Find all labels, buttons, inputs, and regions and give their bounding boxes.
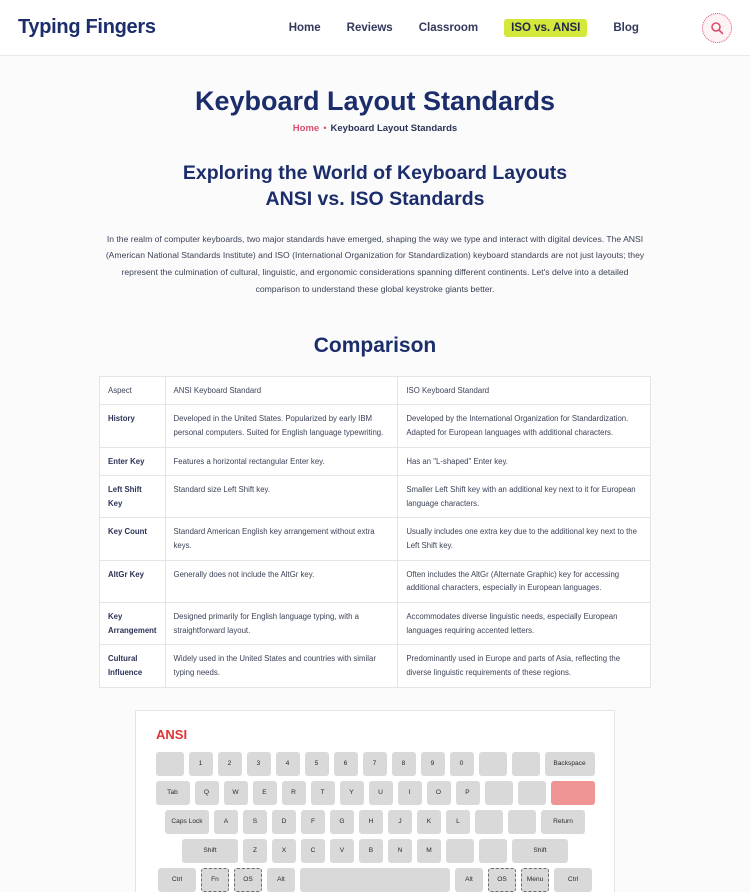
row-ansi: Features a horizontal rectangular Enter key. — [165, 447, 398, 476]
site-brand[interactable]: Typing Fingers — [18, 16, 156, 38]
nav-item-home[interactable]: Home — [288, 21, 321, 34]
key-0[interactable]: 0 — [450, 752, 474, 776]
key-2[interactable]: 2 — [218, 752, 242, 776]
table-row — [100, 405, 651, 447]
key-k[interactable]: K — [417, 810, 441, 834]
table-row — [100, 645, 651, 687]
keyboard-row — [156, 781, 595, 805]
key-u[interactable]: U — [369, 781, 393, 805]
row-iso: Smaller Left Shift key with an additional key next to it for European language characters. — [398, 476, 651, 518]
row-aspect: Enter Key — [100, 447, 166, 476]
key-h[interactable]: H — [359, 810, 383, 834]
key-menu[interactable]: Menu — [521, 868, 549, 892]
table-row — [100, 447, 651, 476]
key-f[interactable]: F — [301, 810, 325, 834]
key-fn[interactable]: Fn — [201, 868, 229, 892]
search-icon — [710, 21, 724, 35]
key-3[interactable]: 3 — [247, 752, 271, 776]
keyboard-rows — [152, 752, 598, 892]
row-aspect: Key Arrangement — [100, 603, 166, 645]
key-ctrl[interactable]: Ctrl — [158, 868, 196, 892]
row-iso: Usually includes one extra key due to the additional key next to the Left Shift key. — [398, 518, 651, 560]
key-caps-lock[interactable]: Caps Lock — [165, 810, 209, 834]
key-blank-4-4[interactable] — [300, 868, 450, 892]
comparison-title: Comparison — [313, 333, 437, 357]
row-aspect: History — [100, 405, 166, 447]
row-ansi: Developed in the United States. Popularized by early IBM personal computers. Suited for English language typewriting. — [165, 405, 398, 447]
section-heading — [0, 160, 750, 213]
key-blank-2-11[interactable] — [508, 810, 536, 834]
key-tab[interactable]: Tab — [156, 781, 190, 805]
key-blank-1-12[interactable] — [518, 781, 546, 805]
row-iso: Developed by the International Organization for Standardization. Adapted for European languages with additional characters. — [398, 405, 651, 447]
key-j[interactable]: J — [388, 810, 412, 834]
nav-item-reviews[interactable]: Reviews — [346, 21, 393, 34]
site-header — [0, 0, 750, 56]
key-blank-0-12[interactable] — [512, 752, 540, 776]
table-header-aspect: Aspect — [100, 376, 166, 405]
key-1[interactable]: 1 — [189, 752, 213, 776]
key-6[interactable]: 6 — [334, 752, 358, 776]
key-blank-0-0[interactable] — [156, 752, 184, 776]
key-b[interactable]: B — [359, 839, 383, 863]
row-iso: Accommodates diverse linguistic needs, especially European languages requiring accented letters. — [398, 603, 651, 645]
row-iso: Has an "L-shaped" Enter key. — [398, 447, 651, 476]
key-t[interactable]: T — [311, 781, 335, 805]
row-aspect: Left Shift Key — [100, 476, 166, 518]
key-blank-0-11[interactable] — [479, 752, 507, 776]
key-alt[interactable]: Alt — [267, 868, 295, 892]
breadcrumb-separator: • — [323, 123, 327, 134]
table-header-row — [100, 376, 651, 405]
keyboard-row — [165, 810, 585, 834]
keyboard-layout-label: ANSI — [156, 726, 188, 742]
key-blank-1-13[interactable] — [551, 781, 595, 805]
key-blank-1-11[interactable] — [485, 781, 513, 805]
table-header-iso: ISO Keyboard Standard — [398, 376, 651, 405]
row-ansi: Designed primarily for English language typing, with a straightforward layout. — [165, 603, 398, 645]
keyboard-row — [158, 868, 592, 892]
comparison-table — [99, 376, 651, 688]
key-n[interactable]: N — [388, 839, 412, 863]
key-ctrl[interactable]: Ctrl — [554, 868, 592, 892]
key-w[interactable]: W — [224, 781, 248, 805]
key-return[interactable]: Return — [541, 810, 585, 834]
breadcrumb — [0, 123, 750, 134]
key-shift[interactable]: Shift — [512, 839, 568, 863]
key-c[interactable]: C — [301, 839, 325, 863]
row-iso: Often includes the AltGr (Alternate Graphic) key for accessing additional characters, especially in European languages. — [398, 560, 651, 602]
key-9[interactable]: 9 — [421, 752, 445, 776]
breadcrumb-home[interactable]: Home — [292, 123, 320, 134]
keyboard-row — [156, 752, 595, 776]
search-button[interactable] — [702, 13, 732, 43]
row-aspect: Cultural Influence — [100, 645, 166, 687]
section-heading-line1: Exploring the World of Keyboard Layouts — [182, 162, 568, 184]
key-backspace[interactable]: Backspace — [545, 752, 595, 776]
row-aspect: Key Count — [100, 518, 166, 560]
key-os[interactable]: OS — [488, 868, 516, 892]
key-z[interactable]: Z — [243, 839, 267, 863]
intro-paragraph: In the realm of computer keyboards, two major standards have emerged, shaping the way we type and interact with digital devices. The ANSI (American National Standards Institute) and ISO (International Organization for Standardization) keyboard standards are not just layouts; they represent the culmination of cultural, linguistic, and ergonomic considerations spanning different continents. Let's delve into a detailed comparison to understand these global keystroke giants better. — [105, 233, 645, 294]
key-g[interactable]: G — [330, 810, 354, 834]
key-i[interactable]: I — [398, 781, 422, 805]
key-o[interactable]: O — [427, 781, 451, 805]
ansi-keyboard-panel — [135, 710, 615, 892]
table-row — [100, 603, 651, 645]
key-x[interactable]: X — [272, 839, 296, 863]
table-header-ansi: ANSI Keyboard Standard — [165, 376, 398, 405]
key-os[interactable]: OS — [234, 868, 262, 892]
table-row — [100, 560, 651, 602]
key-q[interactable]: Q — [195, 781, 219, 805]
title-block — [0, 86, 750, 134]
row-ansi: Generally does not include the AltGr key. — [165, 560, 398, 602]
section-heading-line2: ANSI vs. ISO Standards — [265, 188, 485, 211]
table-row — [100, 518, 651, 560]
page-body — [0, 56, 750, 892]
row-ansi: Standard American English key arrangement without extra keys. — [165, 518, 398, 560]
keyboard-row — [182, 839, 568, 863]
key-blank-3-8[interactable] — [446, 839, 474, 863]
key-m[interactable]: M — [417, 839, 441, 863]
key-7[interactable]: 7 — [363, 752, 387, 776]
key-8[interactable]: 8 — [392, 752, 416, 776]
key-4[interactable]: 4 — [276, 752, 300, 776]
key-s[interactable]: S — [243, 810, 267, 834]
row-ansi: Standard size Left Shift key. — [165, 476, 398, 518]
table-row — [100, 476, 651, 518]
key-e[interactable]: E — [253, 781, 277, 805]
key-p[interactable]: P — [456, 781, 480, 805]
breadcrumb-current: Keyboard Layout Standards — [330, 123, 458, 134]
nav-item-iso-vs-ansi[interactable]: ISO vs. ANSI — [504, 19, 587, 37]
key-v[interactable]: V — [330, 839, 354, 863]
key-y[interactable]: Y — [340, 781, 364, 805]
key-alt[interactable]: Alt — [455, 868, 483, 892]
row-aspect: AltGr Key — [100, 560, 166, 602]
key-shift[interactable]: Shift — [182, 839, 238, 863]
key-r[interactable]: R — [282, 781, 306, 805]
key-blank-3-9[interactable] — [479, 839, 507, 863]
key-d[interactable]: D — [272, 810, 296, 834]
key-5[interactable]: 5 — [305, 752, 329, 776]
page-title: Keyboard Layout Standards — [194, 86, 556, 116]
row-ansi: Widely used in the United States and countries with similar typing needs. — [165, 645, 398, 687]
nav-item-classroom[interactable]: Classroom — [418, 21, 479, 34]
key-blank-2-10[interactable] — [475, 810, 503, 834]
key-l[interactable]: L — [446, 810, 470, 834]
key-a[interactable]: A — [214, 810, 238, 834]
nav-item-blog[interactable]: Blog — [613, 21, 639, 34]
row-iso: Predominantly used in Europe and parts of Asia, reflecting the diverse linguistic requirements of these regions. — [398, 645, 651, 687]
main-nav — [249, 19, 639, 37]
